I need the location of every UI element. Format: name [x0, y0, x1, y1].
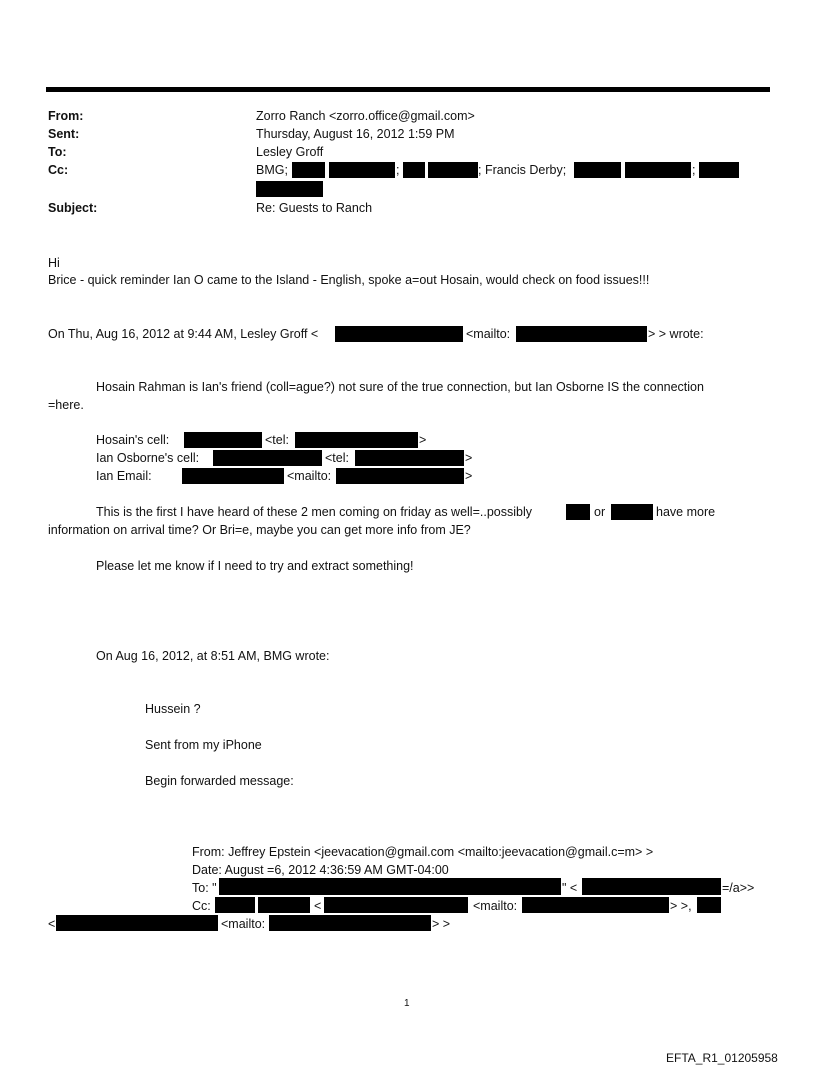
redaction: [269, 915, 431, 931]
cc-label: Cc:: [48, 163, 69, 177]
cc-part1: BMG;: [256, 163, 288, 177]
redaction: [516, 326, 647, 342]
fwd-to-end: =/a>>: [722, 881, 755, 895]
redaction: [184, 432, 262, 448]
quote1-mailto: <mailto:: [466, 327, 511, 341]
para3: Please let me know if I need to try and extract something!: [96, 559, 414, 573]
ian-mailto: <mailto:: [287, 469, 332, 483]
redaction: [56, 915, 218, 931]
reminder-text: Brice - quick reminder Ian O came to the Island - English, spoke a=out Hosain, would check on food issues!!!: [48, 273, 650, 287]
from-value: Zorro Ranch <zorro.office@gmail.com>: [256, 109, 475, 123]
subject-value: Re: Guests to Ranch: [256, 201, 373, 215]
redaction: [428, 162, 478, 178]
para1-line2: =here.: [48, 398, 84, 412]
redaction: [295, 432, 418, 448]
redaction: [522, 897, 669, 913]
quote1-prefix: On Thu, Aug 16, 2012 at 9:44 AM, Lesley Groff <: [48, 327, 319, 341]
fwd-date: Date: August =6, 2012 4:36:59 AM GMT-04:00: [192, 863, 449, 877]
fwd-cc2-end: > >: [432, 917, 451, 931]
redaction: [697, 897, 721, 913]
quote2: On Aug 16, 2012, at 8:51 AM, BMG wrote:: [96, 649, 330, 663]
redaction: [258, 897, 310, 913]
sent-from-line: Sent from my iPhone: [145, 738, 262, 752]
cc-part2: ; Francis Derby;: [478, 163, 567, 177]
sent-label: Sent:: [48, 127, 80, 141]
fwd-cc-label: Cc:: [192, 899, 211, 913]
redaction: [219, 878, 561, 895]
redaction: [611, 504, 653, 520]
ian-tel: <tel:: [325, 451, 349, 465]
fwd-to-label: To: ": [192, 881, 217, 895]
cc-separator: ;: [396, 163, 400, 177]
to-label: To:: [48, 145, 67, 159]
greeting: Hi: [48, 256, 60, 270]
hosain-tel: <tel:: [265, 433, 289, 447]
ian-cell-label: Ian Osborne's cell:: [96, 451, 200, 465]
fwd-from: From: Jeffrey Epstein <jeevacation@gmail.com <mailto:jeevacation@gmail.c=m> >: [192, 845, 654, 859]
para2-part-b: have more: [656, 505, 716, 519]
fwd-cc-lt: <: [314, 899, 322, 913]
para2-line2: information on arrival time? Or Bri=e, maybe you can get more info from JE?: [48, 523, 471, 537]
hosain-cell-label: Hosain's cell:: [96, 433, 170, 447]
hosain-close: >: [419, 433, 427, 447]
para2-part-a: This is the first I have heard of these 2 men coming on friday as well=..possibly: [96, 505, 532, 519]
fwd-cc2-mailto: <mailto:: [221, 917, 266, 931]
subject-label: Subject:: [48, 201, 98, 215]
redaction: [213, 450, 322, 466]
cc-separator: ;: [692, 163, 696, 177]
redaction: [582, 878, 721, 895]
fwd-cc2-lt: <: [48, 917, 56, 931]
redaction: [403, 162, 425, 178]
header-rule: [46, 87, 770, 92]
to-value: Lesley Groff: [256, 145, 324, 159]
para1-line1: Hosain Rahman is Ian's friend (coll=ague?) not sure of the true connection, but Ian Osborne IS the connection: [96, 380, 704, 394]
from-label: From:: [48, 109, 84, 123]
document-id: EFTA_R1_01205958: [666, 1051, 778, 1065]
ian-close: >: [465, 451, 473, 465]
ian-email-label: Ian Email:: [96, 469, 152, 483]
redaction: [699, 162, 739, 178]
sent-value: Thursday, August 16, 2012 1:59 PM: [256, 127, 455, 141]
redaction: [574, 162, 621, 178]
redaction: [566, 504, 590, 520]
redaction: [336, 468, 464, 484]
redaction: [292, 162, 325, 178]
redaction: [324, 897, 468, 913]
redaction: [329, 162, 395, 178]
redaction: [335, 326, 463, 342]
redaction: [182, 468, 284, 484]
redaction: [355, 450, 464, 466]
quote1-suffix: > > wrote:: [648, 327, 704, 341]
para2-or: or: [594, 505, 606, 519]
fwd-to-quote: " <: [562, 881, 578, 895]
redaction: [215, 897, 255, 913]
redaction: [256, 181, 323, 197]
redaction: [625, 162, 691, 178]
page-number: 1: [404, 998, 410, 1009]
fwd-cc-end: > >,: [670, 899, 692, 913]
begin-forwarded: Begin forwarded message:: [145, 774, 294, 788]
hussein-line: Hussein ?: [145, 702, 201, 716]
fwd-cc-mailto: <mailto:: [473, 899, 518, 913]
ian-email-close: >: [465, 469, 473, 483]
